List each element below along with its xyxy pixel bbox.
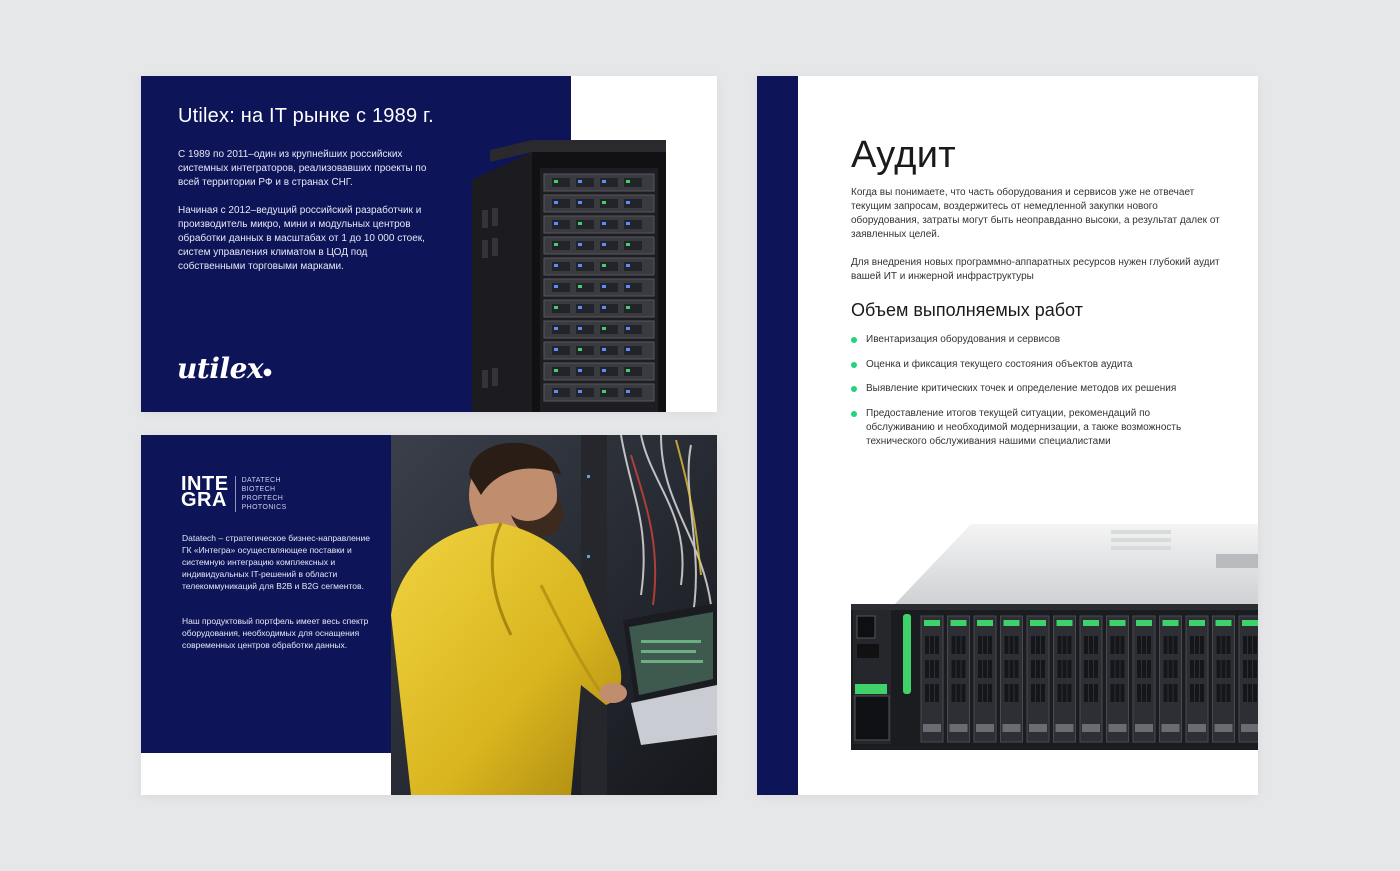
rack-server-image (851, 524, 1258, 754)
server-rack-image (472, 140, 666, 412)
slide-side-bar (757, 76, 798, 795)
list-item (851, 358, 1221, 372)
slide-integra (141, 435, 717, 795)
brand-line-2: GRA (181, 489, 227, 511)
slide-paragraph-2: Для внедрения новых программно-аппаратных ресурсов нужен глубокий аудит вашей ИТ и инжерной инфраструктуры (851, 257, 1220, 282)
bullet-icon (851, 337, 857, 343)
slide-utilex (141, 76, 717, 412)
brand-item: PHOTONICS (241, 504, 287, 511)
list-item-text: Предоставление итогов текущей ситуации, рекомендаций по обслуживанию и необходимой модернизации, а также возможность технического обслуживания нашими специалистами (866, 407, 1182, 447)
slide-paragraph-1: С 1989 по 2011–один из крупнейших российских системных интеграторов, реализовавших проекты по всей территории РФ и в странах СНГ. (178, 149, 427, 188)
work-scope-heading: Объем выполняемых работ (851, 300, 1083, 320)
bullet-icon (851, 411, 857, 417)
brand-item: BIOTECH (241, 486, 276, 493)
slide-paragraph-2: Наш продуктовый портфель имеет весь спектр оборудования, необходимых для оснащения современных центров обработки данных. (182, 616, 369, 650)
brand-line-1: INTE (181, 473, 229, 495)
list-item-text: Выявление критических точек и определение методов их решения (866, 383, 1177, 394)
list-item (851, 333, 1221, 347)
utilex-logo: utilex● (177, 352, 272, 385)
utilex-logo-text: utilex (177, 352, 264, 385)
list-item (851, 407, 1221, 449)
brand-divider (235, 476, 236, 512)
brand-item: DATATECH (241, 477, 281, 484)
slide-audit (757, 76, 1258, 795)
bullet-icon (851, 386, 857, 392)
brand-item: PROFTECH (241, 495, 284, 502)
slide-title: Utilex: на IT рынке с 1989 г. (178, 105, 434, 127)
brand-directions (242, 476, 287, 512)
slide-paragraph-2: Начиная с 2012–ведущий российский разработчик и производитель микро, мини и модульных центров обработки данных в масштабах от 1 до 10 000 стоек, систем управления климатом в ЦОД под собственными торговыми марками. (178, 205, 425, 272)
slide-paragraph-1: Datatech – стратегическое бизнес-направление ГК «Интегра» осуществляющее поставки и системную интеграцию комплексных и индивидуальных IT-решений в области телекоммуникаций для B2B и B2G сегментов. (182, 533, 370, 591)
integra-logo (181, 473, 287, 512)
list-item-text: Оценка и фиксация текущего состояния объектов аудита (866, 358, 1133, 370)
list-item-text: Ивентаризация оборудования и сервисов (866, 334, 1061, 345)
slide-paragraph-1: Когда вы понимаете, что часть оборудования и сервисов уже не отвечает текущим запросам, воздержитесь от немедленной закупки нового оборудования, затраты могут быть неоправданно высоки, а результат далек от заявленных целей. (851, 187, 1220, 240)
bullet-icon (851, 362, 857, 368)
integra-wordmark (181, 473, 229, 512)
slide-title: Аудит (851, 134, 956, 176)
work-scope-list (851, 333, 1221, 459)
list-item (851, 382, 1221, 396)
engineer-photo (391, 435, 717, 795)
